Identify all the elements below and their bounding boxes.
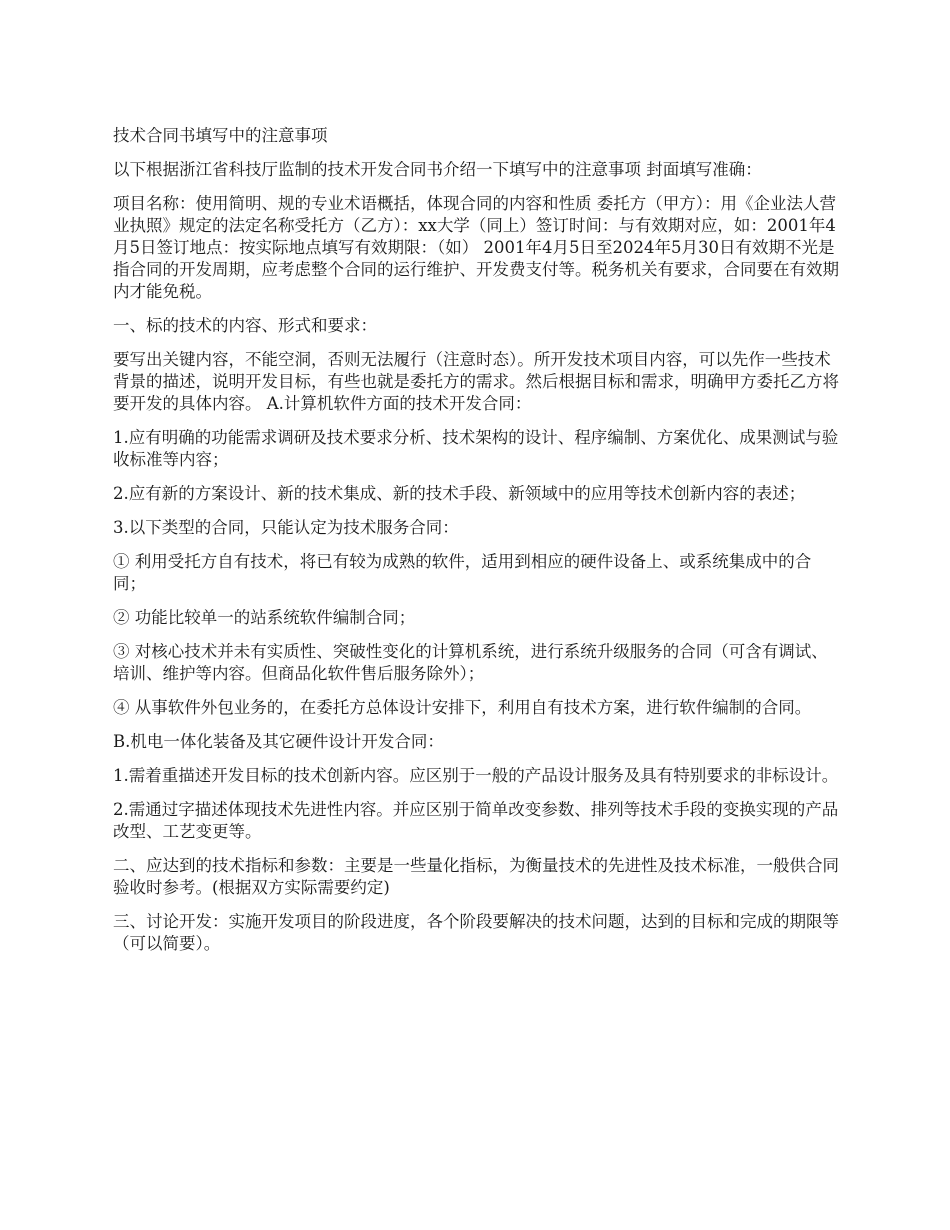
section-1-body: 要写出关键内容，不能空洞，否则无法履行（注意时态）。所开发技术项目内容，可以先作一些技术背景的描述，说明开发目标，有些也就是委托方的需求。然后根据目标和需求，明确甲方委托乙方将要开发的具体内容。 A.计算机软件方面的技术开发合同： bbox=[113, 350, 839, 413]
software-item-2: 2.应有新的方案设计、新的技术集成、新的技术手段、新领域中的应用等技术创新内容的表述； bbox=[113, 484, 806, 503]
section-heading-2: 二、应达到的技术指标和参数：主要是一些量化指标，为衡量技术的先进性及技术标准，一般供合同验收时参考。(根据双方实际需要约定) bbox=[113, 856, 839, 897]
cover-fields-paragraph: 项目名称：使用简明、规的专业术语概括，体现合同的内容和性质 委托方（甲方）：用《企业法人营业执照》规定的法定名称受托方（乙方）：xx大学（同上）签订时间：与有效期对应，如：2001年4月5日签订地点：按实际地点填写有效期限：（如） 2001年4月5日至2024年5月30日有效期不光是指合同的开发周期，应考虑整个合同的运行维护、开发费支付等。税务机关有要求，合同要在有效期内才能免税。 bbox=[113, 194, 839, 301]
service-contract-item-2: ② 功能比较单一的站系统软件编制合同； bbox=[113, 608, 416, 627]
service-contract-item-3: ③ 对核心技术并未有实质性、突破性变化的计算机系统，进行系统升级服务的合同（可含有调试、培训、维护等内容。但商品化软件售后服务除外）； bbox=[113, 642, 828, 683]
intro-paragraph: 以下根据浙江省科技厅监制的技术开发合同书介绍一下填写中的注意事项 封面填写准确： bbox=[113, 160, 762, 179]
software-item-1: 1.应有明确的功能需求调研及技术要求分析、技术架构的设计、程序编制、方案优化、成果测试与验收标准等内容； bbox=[113, 428, 839, 469]
service-contract-item-4: ④ 从事软件外包业务的，在委托方总体设计安排下，利用自有技术方案，进行软件编制的合同。 bbox=[113, 698, 812, 717]
hardware-item-2: 2.需通过字描述体现技术先进性内容。并应区别于简单改变参数、排列等技术手段的变换实现的产品改型、工艺变更等。 bbox=[113, 800, 839, 841]
document-page bbox=[113, 125, 843, 967]
service-contract-item-1: ① 利用受托方自有技术，将已有较为成熟的软件，适用到相应的硬件设备上、或系统集成中的合同； bbox=[113, 552, 812, 593]
hardware-item-1: 1.需着重描述开发目标的技术创新内容。应区别于一般的产品设计服务及具有特别要求的非标设计。 bbox=[113, 766, 839, 785]
section-heading-1: 一、标的技术的内容、形式和要求： bbox=[113, 316, 377, 335]
software-item-3: 3.以下类型的合同，只能认定为技术服务合同： bbox=[113, 518, 459, 537]
section-heading-3: 三、讨论开发：实施开发项目的阶段进度，各个阶段要解决的技术问题，达到的目标和完成的期限等（可以简要）。 bbox=[113, 912, 839, 953]
hardware-subheading: B.机电一体化装备及其它硬件设计开发合同： bbox=[113, 732, 444, 751]
document-title: 技术合同书填写中的注意事项 bbox=[113, 126, 328, 145]
